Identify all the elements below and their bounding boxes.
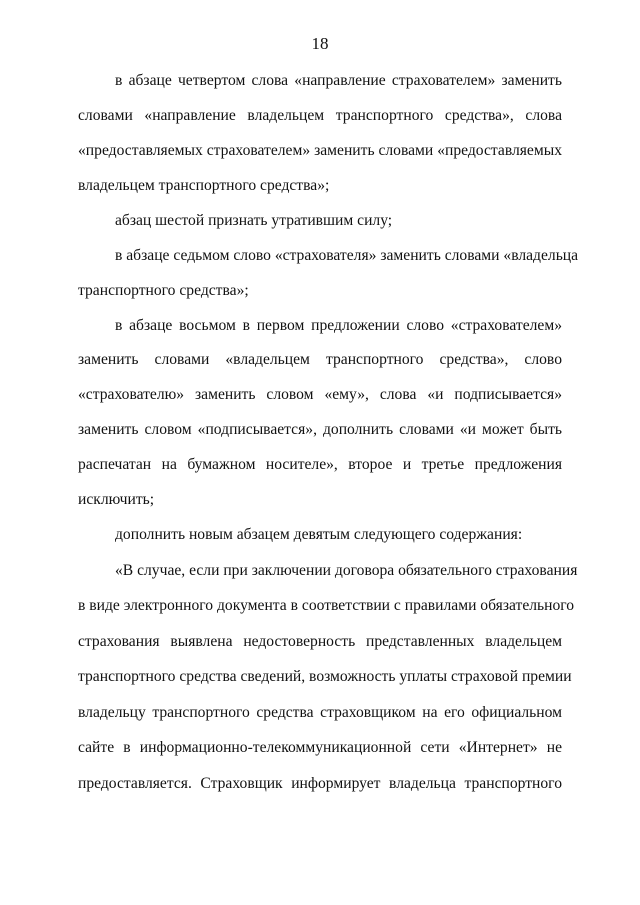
text-line: в абзаце восьмом в первом предложении слово «страхователем»	[115, 317, 562, 334]
text-line: в виде электронного документа в соответствии с правилами обязательного	[78, 597, 575, 614]
text-line: в абзаце четвертом слова «направление страхователем» заменить	[115, 72, 562, 89]
text-line: владельцу транспортного средства страховщиком на его официальном	[78, 704, 562, 721]
text-line: транспортного средства сведений, возможность уплаты страховой премии	[78, 668, 572, 685]
text-line: транспортного средства»;	[78, 282, 249, 299]
text-line: заменить словами «владельцем транспортного средства», слово	[78, 351, 562, 368]
text-line: словами «направление владельцем транспортного средства», слова	[78, 107, 562, 124]
text-line: предоставляется. Страховщик информирует владельца транспортного	[78, 775, 562, 792]
text-line: «страхователю» заменить словом «ему», слова «и подписывается»	[78, 386, 562, 403]
text-line: владельцем транспортного средства»;	[78, 177, 330, 194]
text-line: «предоставляемых страхователем» заменить словами «предоставляемых	[78, 142, 562, 159]
text-line: дополнить новым абзацем девятым следующего содержания:	[115, 526, 523, 543]
text-line: страхования выявлена недостоверность представленных владельцем	[78, 633, 562, 650]
text-line: в абзаце седьмом слово «страхователя» заменить словами «владельца	[115, 247, 579, 264]
text-line: «В случае, если при заключении договора обязательного страхования	[115, 562, 578, 579]
text-line: абзац шестой признать утратившим силу;	[115, 212, 393, 229]
text-line: заменить словом «подписывается», дополнить словами «и может быть	[78, 421, 562, 438]
text-line: сайте в информационно-телекоммуникационной сети «Интернет» не	[78, 739, 562, 756]
page-number: 18	[311, 34, 329, 53]
text-line: распечатан на бумажном носителе», второе и третье предложения	[78, 456, 562, 473]
text-line: исключить;	[78, 491, 155, 508]
